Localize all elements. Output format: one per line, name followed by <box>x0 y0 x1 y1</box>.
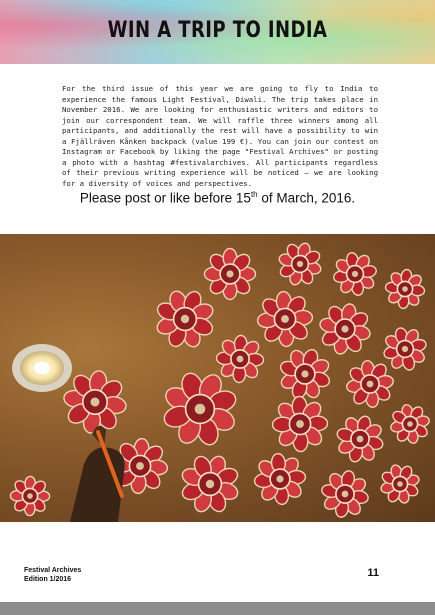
clay-flower-lamp <box>254 453 306 505</box>
deadline-callout <box>0 190 435 206</box>
header-banner <box>0 0 435 64</box>
diya-lamps-photo <box>0 234 435 522</box>
clay-flower-lamp <box>216 335 264 383</box>
edition-label: Edition 1/2016 <box>24 575 72 583</box>
deadline-text-start: Please post or like before 15 <box>79 190 251 206</box>
clay-flower-lamp <box>204 248 255 299</box>
footer-bar <box>0 602 435 615</box>
page-number: 11 <box>367 567 379 579</box>
deadline-text-end: of March, 2016. <box>257 190 356 206</box>
oil-lamp <box>12 344 72 392</box>
publication-name: Festival Archives <box>24 567 82 574</box>
deadline-ordinal-suffix: th <box>250 190 258 199</box>
publication-info <box>24 567 81 584</box>
clay-flower-lamp <box>10 476 49 515</box>
page-title: WIN A TRIP TO INDIA <box>107 18 328 43</box>
clay-flower-lamp <box>272 396 327 451</box>
diya-lamps-illustration <box>0 234 435 522</box>
clay-flower-lamp <box>257 291 313 347</box>
intro-paragraph: For the third issue of this year we are going to fly to India to experience the famous Light Festival, Diwali. The trip takes place in November 2016. We are looking for enthusiastic writers and editors to join our correspondent team. We will raffle three winners among all participants, and additionally the rest will have a possibility to win a Fjällräven Kånken backpack (value 199 €). You can join our contest on Instagram or Facebook by liking the page "Festival Archives" or posting a photo with a hashtag #festivalarchives. All participants regardless of their previous writing experience will be noticed – we are looking for a diversity of voices and perspectives. <box>62 84 378 188</box>
